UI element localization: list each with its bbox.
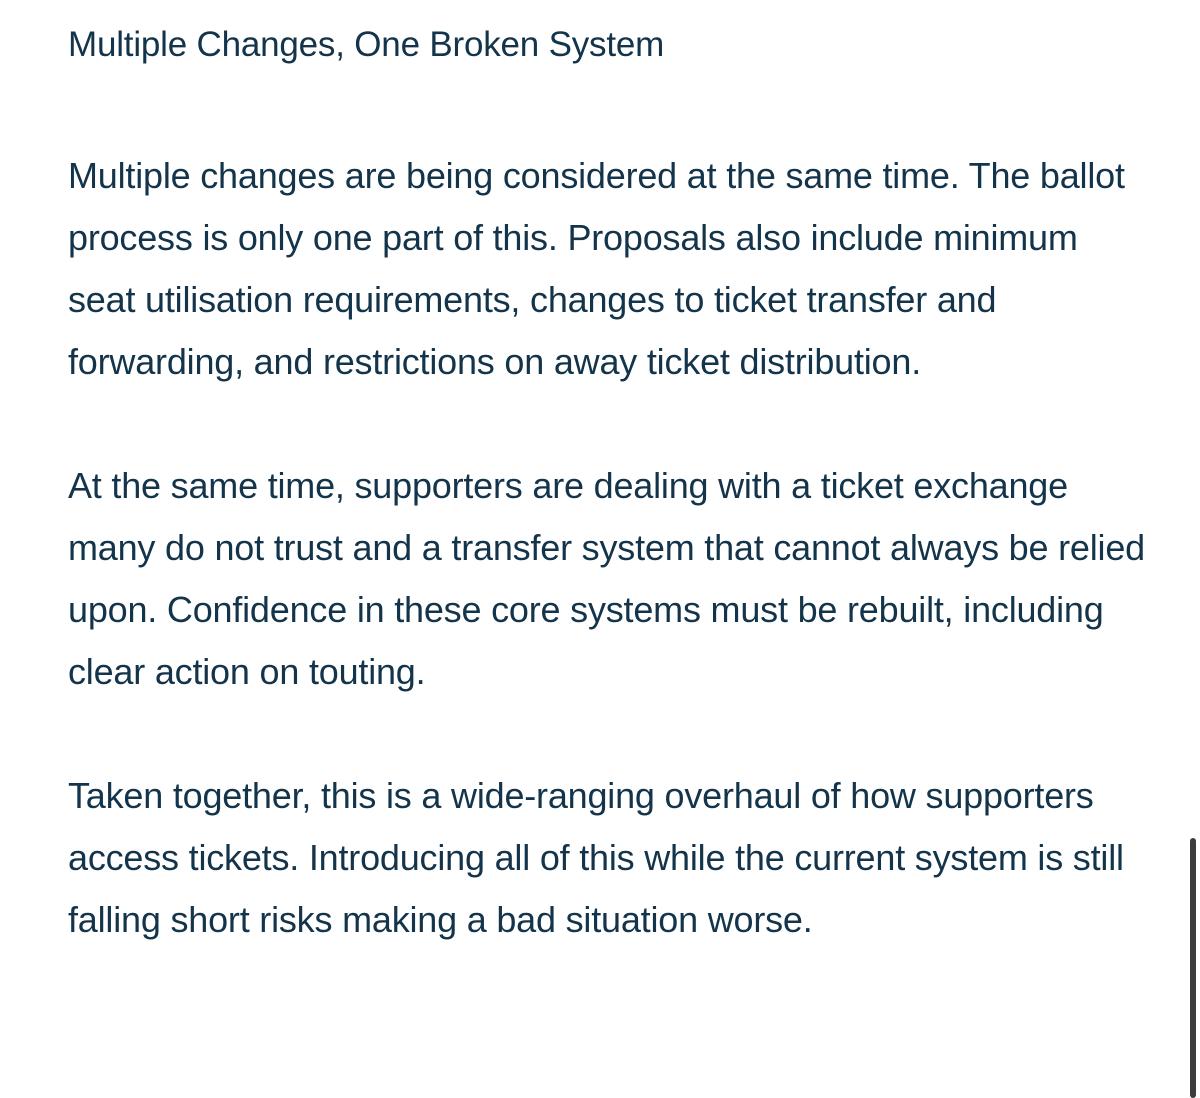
section-heading: Multiple Changes, One Broken System bbox=[68, 25, 665, 64]
paragraph-1: Multiple changes are being considered at the same time. The ballot process is only one part of this. Proposals also include minimum seat utilisation requirements, changes to ticket transfer and forwarding, and restrictions on away ticket distribution. bbox=[68, 155, 1125, 382]
article-content bbox=[68, 22, 1148, 951]
paragraph-3: Taken together, this is a wide-ranging overhaul of how supporters access tickets. Introducing all of this while the current system is still falling short risks making a bad situation worse. bbox=[68, 775, 1124, 940]
scrollbar-thumb[interactable] bbox=[1190, 838, 1196, 1098]
paragraph-2: At the same time, supporters are dealing with a ticket exchange many do not trust and a transfer system that cannot always be relied upon. Confidence in these core systems must be rebuilt, including clear action on touting. bbox=[68, 465, 1145, 692]
